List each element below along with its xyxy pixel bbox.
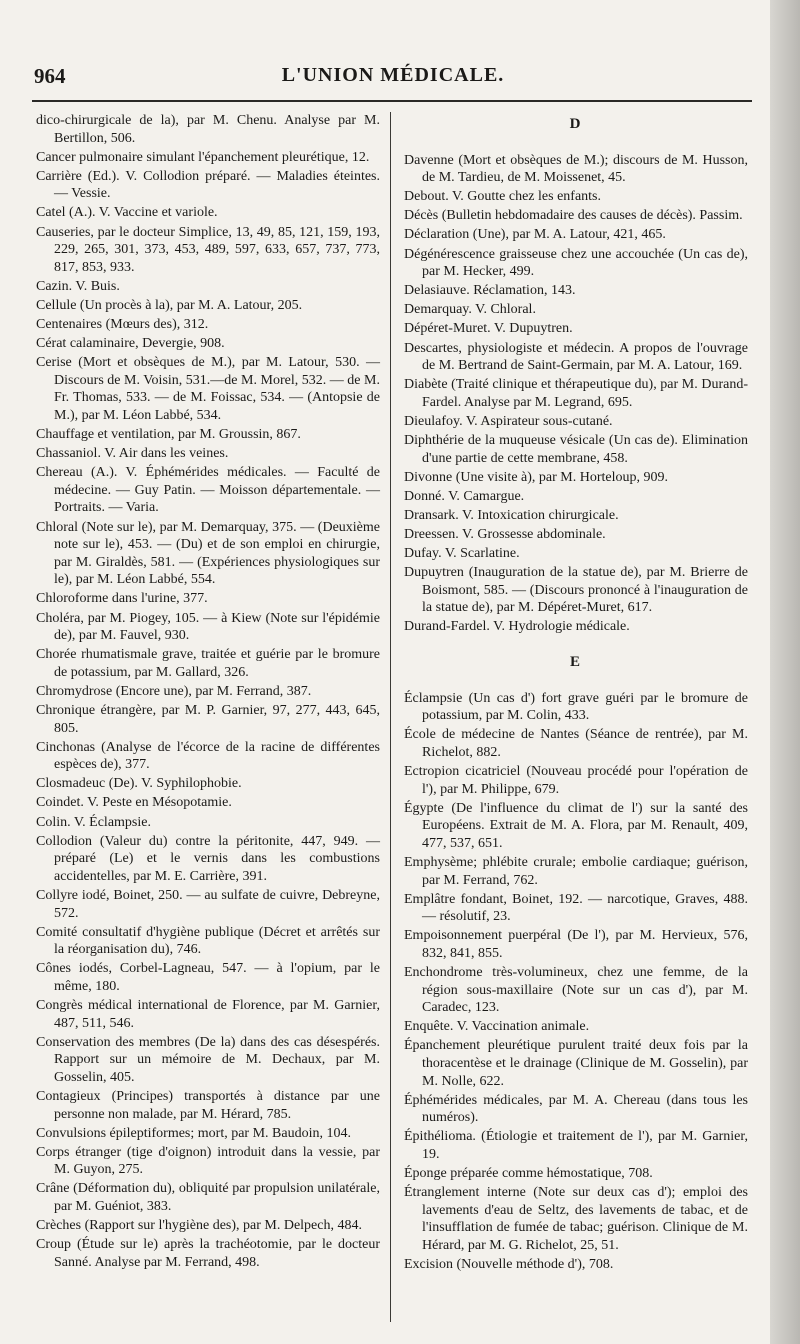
index-entry: Cinchonas (Analyse de l'écorce de la racine de différentes espèces de), 377. xyxy=(36,739,380,773)
index-entry: Emplâtre fondant, Boinet, 192. — narcotique, Graves, 488. — résolutif, 23. xyxy=(404,891,748,925)
index-entry: Convulsions épileptiformes; mort, par M. Baudoin, 104. xyxy=(36,1125,351,1141)
index-entry: Dépéret-Muret. V. Dupuytren. xyxy=(404,321,573,337)
index-entry: Ectropion cicatriciel (Nouveau procédé pour l'opération de l'), par M. Philippe, 679. xyxy=(404,764,748,797)
index-entry: Dégénérescence graisseuse chez une accouchée (Un cas de), par M. Hecker, 499. xyxy=(404,246,748,280)
index-entry: Debout. V. Goutte chez les enfants. xyxy=(404,189,601,205)
index-page xyxy=(28,60,760,1335)
index-entry: Catel (A.). V. Vaccine et variole. xyxy=(36,205,218,221)
index-entry: Éponge préparée comme hémostatique, 708. xyxy=(404,1166,653,1182)
index-entry: Comité consultatif d'hygiène publique (Décret et arrêtés sur la réorganisation du), 746. xyxy=(36,924,380,958)
index-entry: Cazin. V. Buis. xyxy=(36,278,120,294)
page-edge-shadow xyxy=(770,0,800,1344)
index-entry: Chereau (A.). V. Éphémérides médicales. — Faculté de médecine. — Guy Patin. — Moisson départementale. — Portraits. — Varia. xyxy=(36,465,380,516)
index-entry: Donné. V. Camargue. xyxy=(404,488,525,504)
index-entry: Centenaires (Mœurs des), 312. xyxy=(36,317,209,333)
index-entry: Diabète (Traité clinique et thérapeutique du), par M. Durand-Fardel. Analyse par M. Legrand, 695. xyxy=(404,377,748,410)
index-entry: Davenne (Mort et obsèques de M.); discours de M. Husson, de M. Tardieu, de M. Moissenet, 45. xyxy=(404,152,748,186)
index-entry: Choléra, par M. Piogey, 105. — à Kiew (Note sur l'épidémie de), par M. Fauvel, 930. xyxy=(36,610,380,644)
index-entry: Descartes, physiologiste et médecin. A propos de l'ouvrage de M. Bertrand de Saint-Germain, par M. A. Latour, 169. xyxy=(404,340,748,374)
index-entry: Closmadeuc (De). V. Syphilophobie. xyxy=(36,776,242,792)
index-entry: Delasiauve. Réclamation, 143. xyxy=(404,283,576,299)
index-entry: Enquête. V. Vaccination animale. xyxy=(404,1019,590,1035)
section-e-entries xyxy=(404,690,748,1274)
index-entry: Carrière (Ed.). V. Collodion préparé. — Maladies éteintes. — Vessie. xyxy=(36,168,380,202)
index-entry: Empoisonnement puerpéral (De l'), par M. Hervieux, 576, 832, 841, 855. xyxy=(404,928,748,961)
index-entry: Cancer pulmonaire simulant l'épanchement pleurétique, 12. xyxy=(36,149,370,165)
index-entry: Éphémérides médicales, par M. A. Chereau (dans tous les numéros). xyxy=(404,1092,748,1126)
index-entry: Chloroforme dans l'urine, 377. xyxy=(36,591,208,607)
index-entry: Dreessen. V. Grossesse abdominale. xyxy=(404,526,606,542)
index-entry: Contagieux (Principes) transportés à distance par une personne non malade, par M. Hérard, 785. xyxy=(36,1088,380,1122)
index-entry: Crèches (Rapport sur l'hygiène des), par M. Delpech, 484. xyxy=(36,1218,362,1234)
index-entry: Dupuytren (Inauguration de la statue de), par M. Brierre de Boismont, 585. — (Discours prononcé à l'inauguration de la statue de), par M. Dépéret-Muret, 617. xyxy=(404,565,748,616)
index-entry: Congrès médical international de Florence, par M. Garnier, 487, 511, 546. xyxy=(36,998,380,1031)
index-entry: dico-chirurgicale de la), par M. Chenu. Analyse par M. Bertillon, 506. xyxy=(36,113,380,146)
index-entry: Égypte (De l'influence du climat de l') sur la santé des Européens. Extrait de M. A. Flora, par M. Renault, 409, 477, 537, 651. xyxy=(404,800,748,851)
index-entry: Corps étranger (tige d'oignon) introduit dans la vessie, par M. Guyon, 275. xyxy=(36,1144,380,1178)
index-entry: Excision (Nouvelle méthode d'), 708. xyxy=(404,1257,614,1273)
index-entry: Chauffage et ventilation, par M. Groussin, 867. xyxy=(36,427,301,443)
index-entry: Dufay. V. Scarlatine. xyxy=(404,546,520,562)
header-rule xyxy=(32,100,752,102)
index-entry: Étranglement interne (Note sur deux cas d'); emploi des lavements d'eau de Seltz, des lavements de tabac, et de l'insufflation de fumée de tabac; guérison. Clinique de M. Hérard, par M. G. Richelot, 25, 51. xyxy=(404,1185,748,1253)
index-entry: Chassaniol. V. Air dans les veines. xyxy=(36,446,229,462)
index-entry: Enchondrome très-volumineux, chez une femme, de la région sous-maxillaire (Note sur un cas d'), par M. Caradec, 123. xyxy=(404,965,748,1016)
index-entry: Conservation des membres (De la) dans des cas désespérés. Rapport sur un mémoire de M. Dechaux, par M. Gosselin, 405. xyxy=(36,1034,380,1085)
index-entry: Croup (Étude sur le) après la trachéotomie, par le docteur Sanné. Analyse par M. Ferrand, 498. xyxy=(36,1237,380,1270)
index-entry: Colin. V. Éclampsie. xyxy=(36,814,151,830)
index-entry: Collodion (Valeur du) contre la péritonite, 447, 949. — préparé (Le) et le vernis dans les combustions accidentelles, par M. E. Carrière, 391. xyxy=(36,833,380,884)
section-heading-e: E xyxy=(569,654,582,671)
index-entry: Chromydrose (Encore une), par M. Ferrand, 387. xyxy=(36,683,312,699)
right-column xyxy=(404,112,748,1275)
index-entry: Dransark. V. Intoxication chirurgicale. xyxy=(404,507,619,523)
index-entry: Décès (Bulletin hebdomadaire des causes de décès). Passim. xyxy=(404,208,743,224)
index-entry: Épanchement pleurétique purulent traité deux fois par la thoracentèse et le drainage (Clinique de M. Gosselin), par M. Nolle, 622. xyxy=(404,1038,748,1089)
section-heading-d: D xyxy=(569,116,583,132)
index-entry: Causeries, par le docteur Simplice, 13, 49, 85, 121, 159, 193, 229, 265, 301, 373, 453, 489, 597, 633, 657, 737, 773, 817, 853, 933. xyxy=(36,224,380,275)
index-entry: Durand-Fardel. V. Hydrologie médicale. xyxy=(404,619,630,635)
index-entry: Collyre iodé, Boinet, 250. — au sulfate de cuivre, Debreyne, 572. xyxy=(36,887,380,921)
index-entry: Cérat calaminaire, Devergie, 908. xyxy=(36,336,225,352)
index-entry: Crâne (Déformation du), obliquité par propulsion unilatérale, par M. Guéniot, 383. xyxy=(36,1181,380,1215)
page-header xyxy=(34,60,752,94)
section-d-entries xyxy=(404,152,748,636)
index-entry: Diphthérie de la muqueuse vésicale (Un cas de). Elimination d'une partie de cette membrane, 458. xyxy=(404,433,748,466)
index-entry: Divonne (Une visite à), par M. Horteloup, 909. xyxy=(404,469,668,485)
column-divider xyxy=(390,112,391,1322)
index-entry: Chorée rhumatismale grave, traitée et guérie par le bromure de potassium, par M. Gallard, 326. xyxy=(36,647,380,680)
index-entry: Chronique étrangère, par M. P. Garnier, 97, 277, 443, 645, 805. xyxy=(36,703,380,736)
index-entry: Emphysème; phlébite crurale; embolie cardiaque; guérison, par M. Ferrand, 762. xyxy=(404,854,748,888)
index-entry: Déclaration (Une), par M. A. Latour, 421, 465. xyxy=(404,227,666,243)
left-column xyxy=(36,112,380,1273)
index-entry: Éclampsie (Un cas d') fort grave guéri par le bromure de potassium, par M. Colin, 433. xyxy=(404,690,748,724)
index-entry: Chloral (Note sur le), par M. Demarquay, 375. — (Deuxième note sur le), 453. — (Du) et de son emploi en chirurgie, par M. Giraldès, 581. — (Expériences physiologiques sur le), par M. Léon Labbé, 554. xyxy=(36,519,380,588)
index-entry: Demarquay. V. Chloral. xyxy=(404,302,536,318)
index-entry: Coindet. V. Peste en Mésopotamie. xyxy=(36,795,232,811)
index-entry: Dieulafoy. V. Aspirateur sous-cutané. xyxy=(404,413,613,429)
page-number: 964 xyxy=(34,64,66,88)
index-entry: École de médecine de Nantes (Séance de rentrée), par M. Richelot, 882. xyxy=(404,727,748,760)
index-entry: Épithélioma. (Étiologie et traitement de l'), par M. Garnier, 19. xyxy=(404,1129,748,1162)
index-entry: Cerise (Mort et obsèques de M.), par M. Latour, 530. — Discours de M. Voisin, 531.—de M. Morel, 532. — de M. Fr. Thomas, 533. — de M. Foissac, 534. — (Antopsie de M.), par M. Léon Labbé, 534. xyxy=(36,355,380,423)
index-entry: Cônes iodés, Corbel-Lagneau, 547. — à l'opium, par le même, 180. xyxy=(36,961,380,994)
index-entry: Cellule (Un procès à la), par M. A. Latour, 205. xyxy=(36,297,303,313)
running-title: L'UNION MÉDICALE. xyxy=(281,64,505,86)
